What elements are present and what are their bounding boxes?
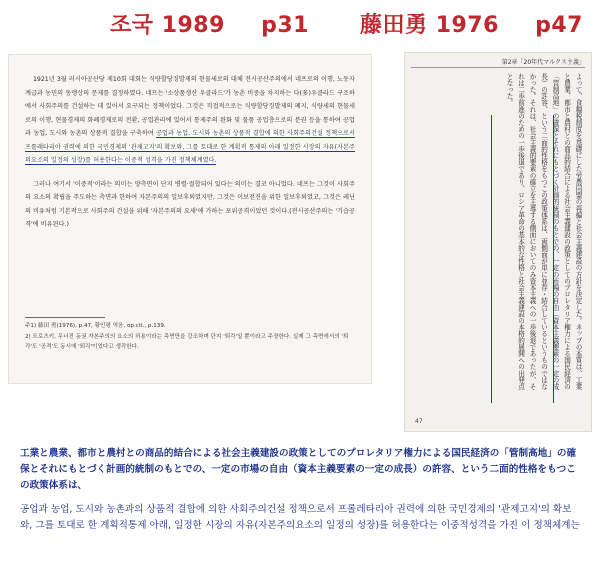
left-page-body [25, 73, 355, 232]
title-right-page: p47 [535, 13, 583, 38]
right-page-vertical-text: よって、食糧税制度を基礎にした労農同盟の再編と社会主義建設の方針を決定した。ネップの本質は、工業と農業、都市と農村との商品的結合による社会主義建設の政策としてのプロレタリア権力による国民経済の「管制高地」の確保とそれにもとづく計画的統制のもとでの、一定の市場の自由（資本主義要素の一定の成長）の許容、という二面的性格をもつこの政策体系は、両側面が単に並存・結合しているというものではなかった。それは、社会主義的要素の確立を主導する側面においてのみ資本主義への一歩後退であったが、それは二歩前進のための一歩後退であり、ロシア革命の基本的な性格と社会主義建設の本格的展開への出発点となった。 [505, 73, 582, 390]
left-book-page-scan [8, 54, 372, 384]
footnote-divider [25, 317, 105, 318]
right-page-number: 47 [415, 418, 423, 425]
title-right-author: 藤田勇 [360, 13, 428, 38]
left-page-highlighted-passage: 공업과 농업, 도시와 농촌의 상품적 결합에 의한 사회주의건설 정책으로서 프롤레타리아 권력에 의한 국민경제의 '관제고지'의 확보와, 그를 토대로 한 계획적 통제의 아래 일정한 시장의 자유(자본주의요소의 일정의 성장)를 허용한다는 이중적 성격을 가진 정책체계였다. [25, 130, 356, 164]
title-left-year: 1989 [161, 13, 225, 38]
korean-translation: 공업과 농업, 도시와 농촌과의 상품적 결합에 의한 사회주의건설 정책으로서 프롤레타리아 권력에 의한 국민경제의 '관제고지'의 확보와, 그를 토대로 한 계획적통제 아래, 일정한 시장의 자유(자본주의요소의 일정의 성장)를 허용한다는 이중적성격을 가진 이 정책체계는 [20, 504, 580, 531]
right-page-header-rule [411, 67, 585, 68]
left-page-para1-text: 1921년 3월 러시아공산당 제10회 대회는 식량할당징발제의 현물세로의 대체 전시공산주의에서 네프로의 이행, 노동자계급과 농민의 동맹상의 문제를 결정하였다. 네프는 '소상품생산 우클라드'가 농촌 비중을 차지하는 다(多)우클라드 구조하에서 사회주의를 건설하는 데 있어서 요구되는 정책이었다. 그것은 직접적으로는 식량할당징발제의 폐지, 식량세의 현물세로의 이행, 현물경제의 화폐경제로의 전환, 공업관리에 있어서 통제주의 완화 및 물품 공업층으로의 분권 등을 통하여 공업과 농업, 도시와 농촌의 상품적 결합을 구축하여 [25, 76, 355, 137]
highlight-line [491, 115, 492, 403]
footnote-1: 주1) 藤田 勇(1976), p.47, 황인평 역음, op.cit., p.139. [25, 323, 166, 329]
japanese-quote: 工業と農業、都市と農村との商品的結合による社会主義建設の政策としてのプロレタリア権力による国民経済の「管制高地」の確保とそれにもとづく計画的統制のもとでの、一定の市場の自由（資本主義要素の一定の成長）の許容、という二面的性格をもつこの政策体系は、 [20, 448, 577, 491]
left-page-paragraph-2: 그러나 여기서 '이중적'이라는 의미는 양측면이 단지 병렬·절합되어 있다는 의미는 결코 아니었다. 네프는 그것이 사회주의 요소의 확립을 주도하는 측면과 한하여 자본주의의 일보후퇴였지만, 그것은 이보전진을 위한 일보후퇴였고, 그것은 레닌의 비유처럼 기본적으로 사회주의 건설을 위해 '자본주의의 요새'에 가하는 포위공격이었던 것이다.(전시공산주의는 '기습공격'에 비유된다.) [25, 180, 355, 228]
title-left-page: p31 [261, 13, 309, 38]
title-left [110, 8, 309, 39]
right-book-page-scan [404, 52, 592, 432]
right-page-header: 第2章「20年代マルクス主義」 [501, 59, 585, 66]
title-right [360, 8, 583, 39]
title-right-year: 1976 [435, 13, 499, 38]
left-page-paragraph-1 [25, 73, 355, 168]
footnote-2: 2) 트로츠키, 무너진 동권 자본주의의 요소의 허용이라는 측면만을 강조하며 단지 '퇴각'일 뿐이라고 주장한다. 실제 그 측면에서의 '퇴각'도 '공격'도 동시에 '퇴각'이었다고 생각한다. [25, 333, 349, 350]
title-left-author: 조국 [110, 13, 154, 38]
left-page-footnotes [25, 321, 355, 353]
